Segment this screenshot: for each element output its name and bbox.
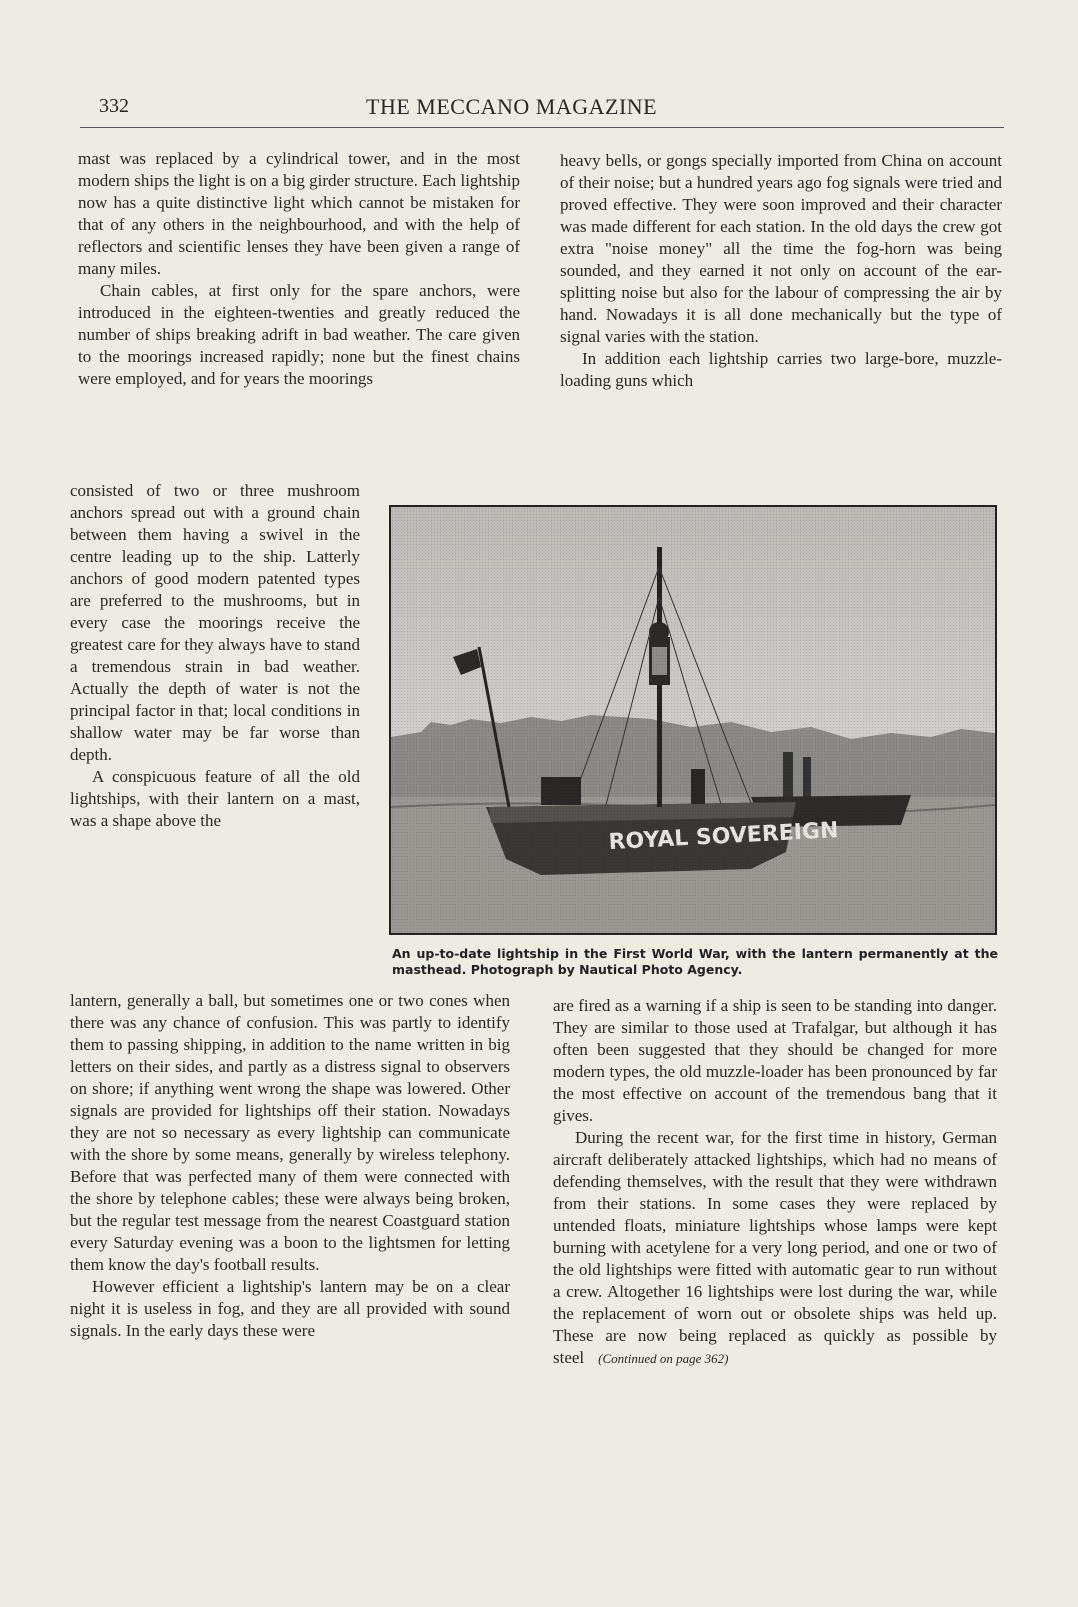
paragraph: are fired as a warning if a ship is seen to be standing into danger. They are similar to those used at Trafalgar, but although it has often been suggested that they should be changed for more modern types, the old muzzle-loader has been pronounced by far the most effective on account of the tremendous bang that it gives. xyxy=(553,996,997,1125)
left-column-bottom xyxy=(70,990,510,1342)
left-column-narrow xyxy=(70,480,360,832)
magazine-title: THE MECCANO MAGAZINE xyxy=(366,94,658,119)
continued-note: (Continued on page 362) xyxy=(598,1351,729,1366)
lightship-illustration xyxy=(391,507,995,933)
page-number: 332 xyxy=(99,95,129,117)
paragraph: Chain cables, at first only for the spare anchors, were introduced in the eighteen-twenties and greatly reduced the number of ships breaking adrift in bad weather. The care given to the moorings increased rapidly; none but the finest chains were employed, and for years the moorings xyxy=(78,281,520,388)
right-column-top xyxy=(560,150,1002,392)
header-rule xyxy=(80,127,1004,128)
paragraph: However efficient a lightship's lantern may be on a clear night it is useless in fog, and they are all provided with sound signals. In the early days these were xyxy=(70,1277,510,1340)
paragraph-text: During the recent war, for the first time in history, German aircraft deliberately attacked lightships, which had no means of defending themselves, with the result that they were withdrawn from their stations. In some cases they were replaced by untended floats, miniature lightships whose lamps were kept burning with acetylene for a very long period, and one or two of the old lightships were fitted with automatic gear to run without a crew. Altogether 16 lightships were lost during the war, while the replacement of worn out or obsolete ships was held up. These are now being replaced as quickly as possible by steel xyxy=(553,1128,997,1367)
paragraph xyxy=(553,1127,997,1370)
paragraph: mast was replaced by a cylindrical tower, and in the most modern ships the light is on a big girder structure. Each lightship now has a quite distinctive light which cannot be mistaken for that of any others in the neighbourhood, and with the help of reflectors and scientific lenses they have been given a range of many miles. xyxy=(78,149,520,278)
halftone-overlay xyxy=(391,507,995,933)
photo-caption: An up-to-date lightship in the First World War, with the lantern permanently at the masthead. Photograph by Nautical Photo Agency. xyxy=(392,946,998,977)
right-column-bottom xyxy=(553,995,997,1370)
paragraph: consisted of two or three mushroom anchors spread out with a ground chain between them having a swivel in the centre leading up to the ship. Latterly anchors of good modern patented types are preferred to the mushrooms, but in every case the moorings receive the greatest care for they always have to stand a tremendous strain in bad weather. Actually the depth of water is not the principal factor in that; local conditions in shallow water may be far worse than depth. xyxy=(70,481,360,764)
paragraph: lantern, generally a ball, but sometimes one or two cones when there was any chance of confusion. This was partly to identify them to passing shipping, in addition to the name written in big letters on their sides, and partly as a distress signal to observers on shore; if anything went wrong the shape was lowered. Other signals are provided for lightships off their station. Nowadays they are not so necessary as every lightship can communicate with the shore by some means, generally by wireless telephony. Before that was perfected many of them were connected with the shore by telephone cables; these were always being broken, but the regular test message from the nearest Coastguard station every Saturday evening was a boon to the lightsmen for letting them know the day's football results. xyxy=(70,991,510,1274)
left-column-top xyxy=(78,148,520,390)
paragraph: A conspicuous feature of all the old lightships, with their lantern on a mast, was a shape above the xyxy=(70,767,360,830)
paragraph: heavy bells, or gongs specially imported from China on account of their noise; but a hundred years ago fog signals were tried and proved effective. They were soon improved and their character was made different for each station. In the old days the crew got extra "noise money" all the time the fog-horn was being sounded, and they earned it not only on account of the ear-splitting noise but also for the labour of compressing the air by hand. Nowadays it is all done mechanically but the type of signal varies with the station. xyxy=(560,151,1002,346)
lightship-photo xyxy=(389,505,997,935)
paragraph: In addition each lightship carries two large-bore, muzzle-loading guns which xyxy=(560,349,1002,390)
